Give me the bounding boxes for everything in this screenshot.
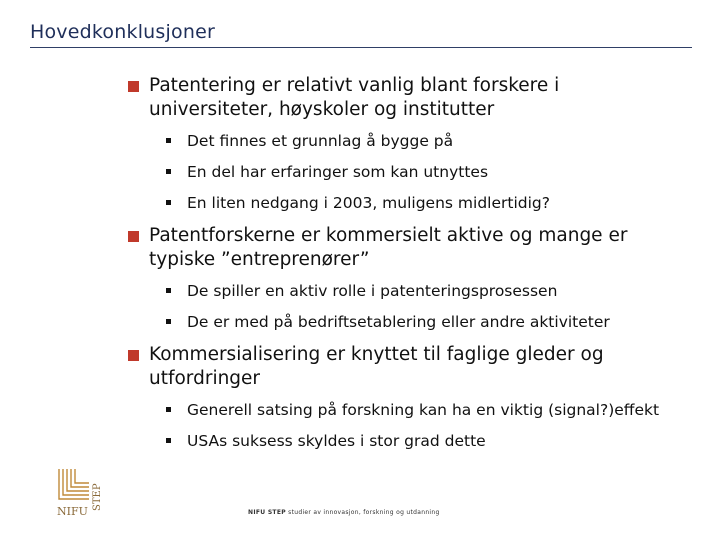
bullet-group-3 <box>128 343 688 451</box>
main-bullet <box>128 343 688 391</box>
footer-org: NIFU STEP <box>248 509 286 516</box>
sub-bullet-square-icon <box>166 288 171 293</box>
sub-bullet-square-icon <box>166 138 171 143</box>
sub-bullet-square-icon <box>166 200 171 205</box>
main-bullet-text: Patentering er relativt vanlig blant forskere i universiteter, høyskoler og institutter <box>149 75 560 120</box>
sub-bullet-text: Generell satsing på forskning kan ha en viktig (signal?)effekt <box>187 401 660 419</box>
main-bullet <box>128 74 688 122</box>
bullet-square-icon <box>128 350 139 361</box>
footer-tagline: studier av innovasjon, forskning og utdanning <box>288 509 440 516</box>
sub-bullet <box>165 431 688 451</box>
bullet-group-1 <box>128 74 688 213</box>
logo-side-text: STEP <box>92 483 103 511</box>
sub-bullet-text: USAs suksess skyldes i stor grad dette <box>187 432 486 450</box>
sub-bullet-square-icon <box>166 407 171 412</box>
bullet-group-2 <box>128 224 688 332</box>
sub-bullet-text: Det finnes et grunnlag å bygge på <box>187 132 454 150</box>
main-bullet-text: Patentforskerne er kommersielt aktive og mange er typiske ”entreprenører” <box>149 225 628 270</box>
sub-bullet-text: En del har erfaringer som kan utnyttes <box>187 163 489 181</box>
sub-bullet-list <box>165 281 688 332</box>
sub-bullet <box>165 400 688 420</box>
sub-bullet-text: De spiller en aktiv rolle i patenteringsprosessen <box>187 282 558 300</box>
sub-bullet <box>165 193 688 213</box>
main-bullet-text: Kommersialisering er knyttet til faglige gleder og utfordringer <box>149 344 604 389</box>
nifu-step-logo <box>56 467 118 519</box>
footer <box>248 509 440 516</box>
sub-bullet <box>165 131 688 151</box>
sub-bullet <box>165 281 688 301</box>
bullet-square-icon <box>128 81 139 92</box>
sub-bullet <box>165 162 688 182</box>
sub-bullet-list <box>165 131 688 213</box>
title-divider <box>30 47 692 48</box>
sub-bullet-square-icon <box>166 319 171 324</box>
sub-bullet-square-icon <box>166 169 171 174</box>
logo-main-text: NIFU <box>57 505 88 518</box>
sub-bullet-text: En liten nedgang i 2003, muligens midlertidig? <box>187 194 550 212</box>
sub-bullet <box>165 312 688 332</box>
sub-bullet-square-icon <box>166 438 171 443</box>
bullet-square-icon <box>128 231 139 242</box>
main-bullet <box>128 224 688 272</box>
sub-bullet-list <box>165 400 688 451</box>
slide-title: Hovedkonklusjoner <box>30 21 215 43</box>
sub-bullet-text: De er med på bedriftsetablering eller andre aktiviteter <box>187 313 610 331</box>
slide-content <box>128 74 688 462</box>
